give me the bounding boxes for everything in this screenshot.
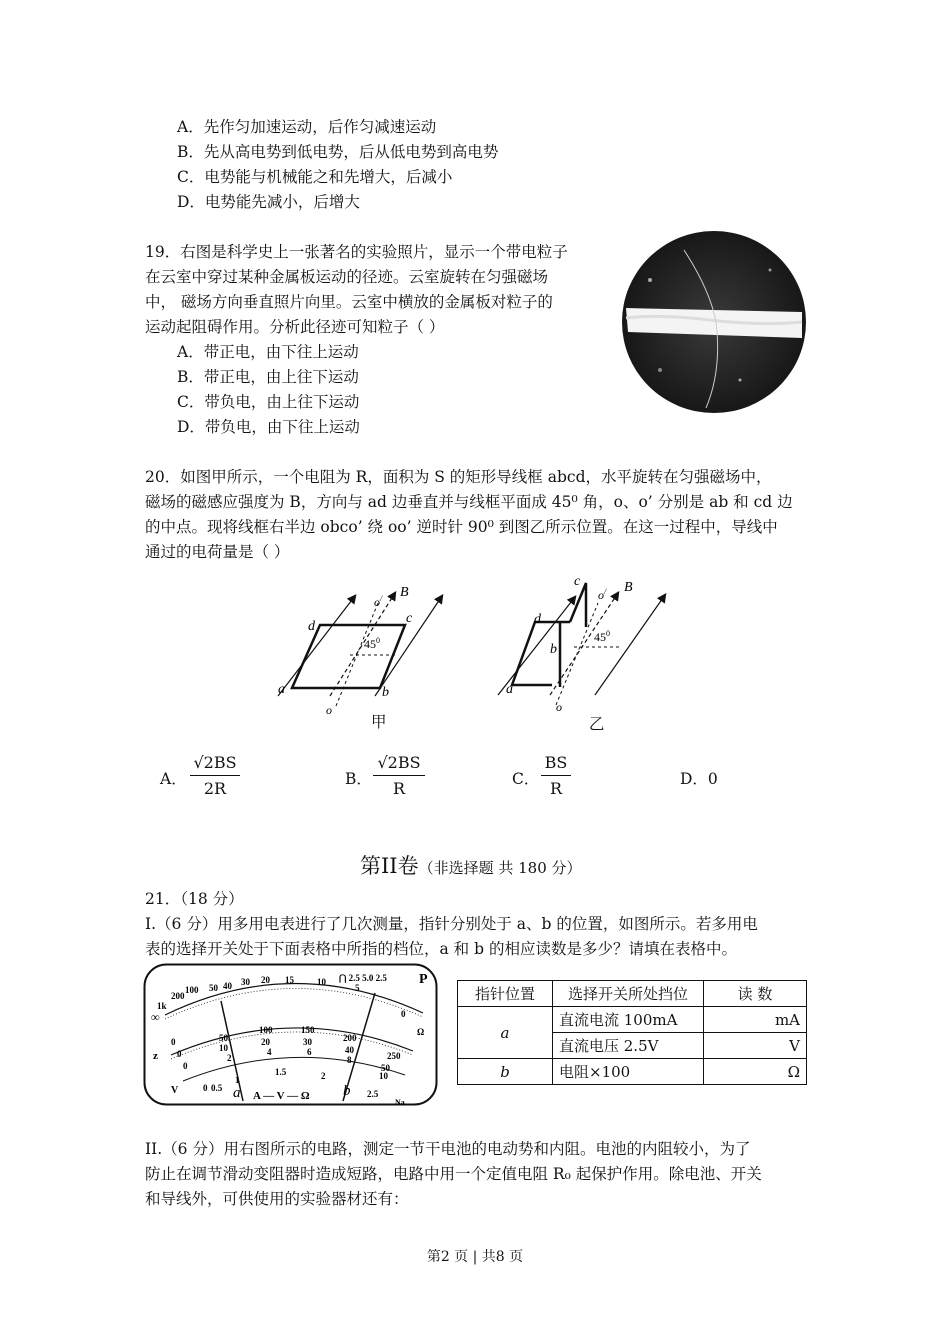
table-row <box>458 1007 807 1033</box>
meter-tick-dc2-0: 0 <box>177 1049 182 1059</box>
q20-option-a-denominator: 2R <box>203 779 227 798</box>
q19-stem-line-2: 在云室中穿过某种金属板运动的径迹。云室旋转在匀强磁场 <box>145 268 549 286</box>
multimeter-dial <box>143 963 440 1108</box>
page-footer: 第2 页 | 共8 页 <box>426 1249 524 1265</box>
svg-text:o: o <box>556 700 562 714</box>
meter-unit-label: A — V — Ω <box>253 1090 310 1102</box>
meter-tick-low-2: 2 <box>321 1071 326 1081</box>
table-cell-reading[interactable]: mA <box>704 1007 807 1033</box>
table-cell-position: a <box>458 1007 553 1059</box>
table-header-cell: 指针位置 <box>458 981 553 1007</box>
meter-tick-dc-0: 0 <box>171 1037 176 1047</box>
meter-tick-low-1-5: 1.5 <box>275 1067 287 1077</box>
svg-text:B: B <box>400 585 409 600</box>
q20-option-c-denominator: R <box>549 779 563 798</box>
q21-part1-line-2: 表的选择开关处于下面表格中所指的档位，a 和 b 的相应读数是多少？请填在表格中。 <box>145 940 737 958</box>
svg-text:B: B <box>624 580 633 595</box>
table-cell-range: 直流电压 2.5V <box>553 1033 704 1059</box>
q20-option-d: D．0 <box>680 770 718 788</box>
meter-tick-ohm-5: 5 <box>355 983 360 993</box>
meter-pointer-b-label: b <box>343 1083 351 1099</box>
svg-text:450: $45^0$ <box>364 636 380 651</box>
svg-text:b: b <box>550 642 557 657</box>
meter-top-right-label: ⋂ 2.5 5.0 2.5 <box>339 973 387 983</box>
section-title-sub: （非选择题 共 180 分） <box>418 859 582 877</box>
meter-tick-dc2-20: 20 <box>261 1037 270 1047</box>
readings-table <box>457 980 807 1085</box>
meter-tick-dc2-40: 40 <box>345 1045 354 1055</box>
q21-heading: 21．（18 分） <box>145 890 244 908</box>
q20-option-a-fraction <box>190 753 240 799</box>
table-cell-range: 直流电流 100mA <box>553 1007 704 1033</box>
figure-jia <box>270 578 455 718</box>
figure-jia-caption: 甲 <box>371 713 387 731</box>
q21-part2-line-3: 和导线外，可供使用的实验器材还有： <box>145 1190 409 1208</box>
meter-tick-ohm-30: 30 <box>241 977 250 987</box>
figure-yi-caption: 乙 <box>589 715 605 733</box>
q18-option-b: B．先从高电势到低电势，后从低电势到高电势 <box>177 143 499 161</box>
meter-tick-ac-10: 10 <box>379 1071 388 1081</box>
table-header-cell: 读 数 <box>704 981 807 1007</box>
meter-tick-low-0: 0 <box>203 1083 208 1093</box>
meter-tick-dc-250: 250 <box>387 1051 401 1061</box>
q19-stem-line-3: 中， 磁场方向垂直照片向里。云室中横放的金属板对粒子的 <box>145 293 553 311</box>
meter-tick-ac-6: 6 <box>307 1047 312 1057</box>
section-title-main: 第II卷 <box>360 854 419 878</box>
q21-part2-line-1: II.（6 分）用右图所示的电路，测定一节干电池的电动势和内阻。电池的内阻较小，为了 <box>145 1140 751 1158</box>
meter-tick-ohm-10: 10 <box>317 977 326 987</box>
svg-text:o/: o/ <box>598 587 607 602</box>
svg-text:a: a <box>506 682 513 697</box>
q19-stem-line-4: 运动起阻碍作用。分析此径迹可知粒子（ ） <box>145 318 445 336</box>
section-title <box>360 850 582 880</box>
meter-pointer-a-label: a <box>233 1085 241 1101</box>
meter-tick-ohm-20: 20 <box>261 975 270 985</box>
q19-option-a: A．带正电，由下往上运动 <box>177 343 359 361</box>
figure-yi <box>490 575 680 720</box>
q18-option-a: A．先作匀加速运动，后作匀减速运动 <box>177 118 437 136</box>
table-cell-range: 电阻×100 <box>553 1059 704 1085</box>
svg-text:d: d <box>308 619 315 634</box>
meter-tick-ohm-inf: ∞ <box>151 1010 160 1024</box>
table-header-row <box>458 981 807 1007</box>
meter-corner-p: P <box>419 972 428 987</box>
svg-text:450: $45^0$ <box>594 629 610 644</box>
q18-option-d: D．电势能先减小，后增大 <box>177 193 360 211</box>
q19-option-c: C．带负电，由上往下运动 <box>177 393 360 411</box>
meter-mark-na: Na <box>395 1098 405 1107</box>
meter-tick-ohm-unit: Ω <box>417 1027 425 1037</box>
meter-tick-dc-50: 50 <box>219 1033 228 1043</box>
q21-part1-line-1: I.（6 分）用多用电表进行了几次测量，指针分别处于 a、b 的位置，如图所示。若多用电 <box>145 915 758 933</box>
meter-tick-ac-4: 4 <box>267 1047 272 1057</box>
svg-text:a: a <box>278 682 285 697</box>
meter-mark-v: V <box>171 1085 179 1096</box>
meter-tick-dc2-10: 10 <box>219 1043 228 1053</box>
table-cell-reading[interactable]: Ω <box>704 1059 807 1085</box>
q20-option-c-numerator: BS <box>541 753 571 776</box>
meter-tick-ohm-50: 50 <box>209 983 218 993</box>
meter-tick-ac-2: 2 <box>227 1053 232 1063</box>
table-cell-position: b <box>458 1059 553 1085</box>
meter-tick-ohm-0: 0 <box>401 1009 406 1019</box>
q20-option-c-fraction <box>541 753 571 799</box>
q20-stem-line-1: 20．如图甲所示，一个电阻为 R，面积为 S 的矩形导线框 abcd，水平旋转在匀强磁场中， <box>145 468 772 486</box>
cloud-chamber-photo <box>620 230 810 415</box>
q20-option-b-denominator: R <box>392 779 406 798</box>
table-row <box>458 1059 807 1085</box>
q18-option-c: C．电势能与机械能之和先增大，后减小 <box>177 168 453 186</box>
meter-tick-ohm-200: 200 <box>171 991 185 1001</box>
meter-mark-z: z <box>153 1050 158 1062</box>
q20-option-a-label: A． <box>160 770 187 788</box>
q20-option-c-label: C． <box>512 770 540 788</box>
q19-option-d: D．带负电，由下往上运动 <box>177 418 360 436</box>
meter-tick-dc2-50: 50 <box>381 1063 390 1073</box>
svg-text:d: d <box>534 612 541 627</box>
q20-option-a-numerator: √2BS <box>190 753 240 776</box>
q20-option-b-label: B． <box>345 770 372 788</box>
meter-tick-dc2-30: 30 <box>303 1037 312 1047</box>
meter-tick-ac-0: 0 <box>183 1061 188 1071</box>
table-cell-reading[interactable]: V <box>704 1033 807 1059</box>
meter-tick-low-2-5: 2.5 <box>367 1089 379 1099</box>
meter-tick-dc-100: 100 <box>259 1025 273 1035</box>
meter-tick-low-1: 1 <box>235 1075 240 1085</box>
meter-tick-ac-8: 8 <box>347 1055 352 1065</box>
q20-option-b-numerator: √2BS <box>373 753 425 776</box>
meter-tick-ohm-40: 40 <box>223 981 232 991</box>
q21-part2-line-2: 防止在调节滑动变阻器时造成短路，电路中用一个定值电阻 R₀ 起保护作用。除电池、开关 <box>145 1165 762 1183</box>
svg-text:c: c <box>406 611 413 626</box>
meter-tick-dc-200: 200 <box>343 1033 357 1043</box>
q20-stem-line-3: 的中点。现将线框右半边 obco’ 绕 oo’ 逆时针 90⁰ 到图乙所示位置。在这一过程中，导线中 <box>145 518 778 536</box>
svg-text:o: o <box>326 703 332 717</box>
meter-tick-ohm-15: 15 <box>285 975 294 985</box>
q19-stem-line-1: 19．右图是科学史上一张著名的实验照片，显示一个带电粒子 <box>145 243 568 261</box>
q20-stem-line-4: 通过的电荷量是（ ） <box>145 543 290 561</box>
meter-tick-dc-150: 150 <box>301 1025 315 1035</box>
q19-option-b: B．带正电，由上往下运动 <box>177 368 359 386</box>
svg-text:b: b <box>382 685 389 700</box>
meter-tick-low-0-5: 0.5 <box>211 1083 223 1093</box>
svg-text:c: c <box>574 575 581 589</box>
q20-option-b-fraction <box>373 753 425 799</box>
meter-tick-ohm-1k: 1k <box>157 1001 167 1011</box>
svg-text:o/: o/ <box>374 594 383 609</box>
table-header-cell: 选择开关所处挡位 <box>553 981 704 1007</box>
q20-stem-line-2: 磁场的磁感应强度为 B，方向与 ad 边垂直并与线框平面成 45⁰ 角，o、o’ 分别是 ab 和 cd 边 <box>145 493 793 511</box>
meter-tick-ohm-100: 100 <box>185 985 199 995</box>
